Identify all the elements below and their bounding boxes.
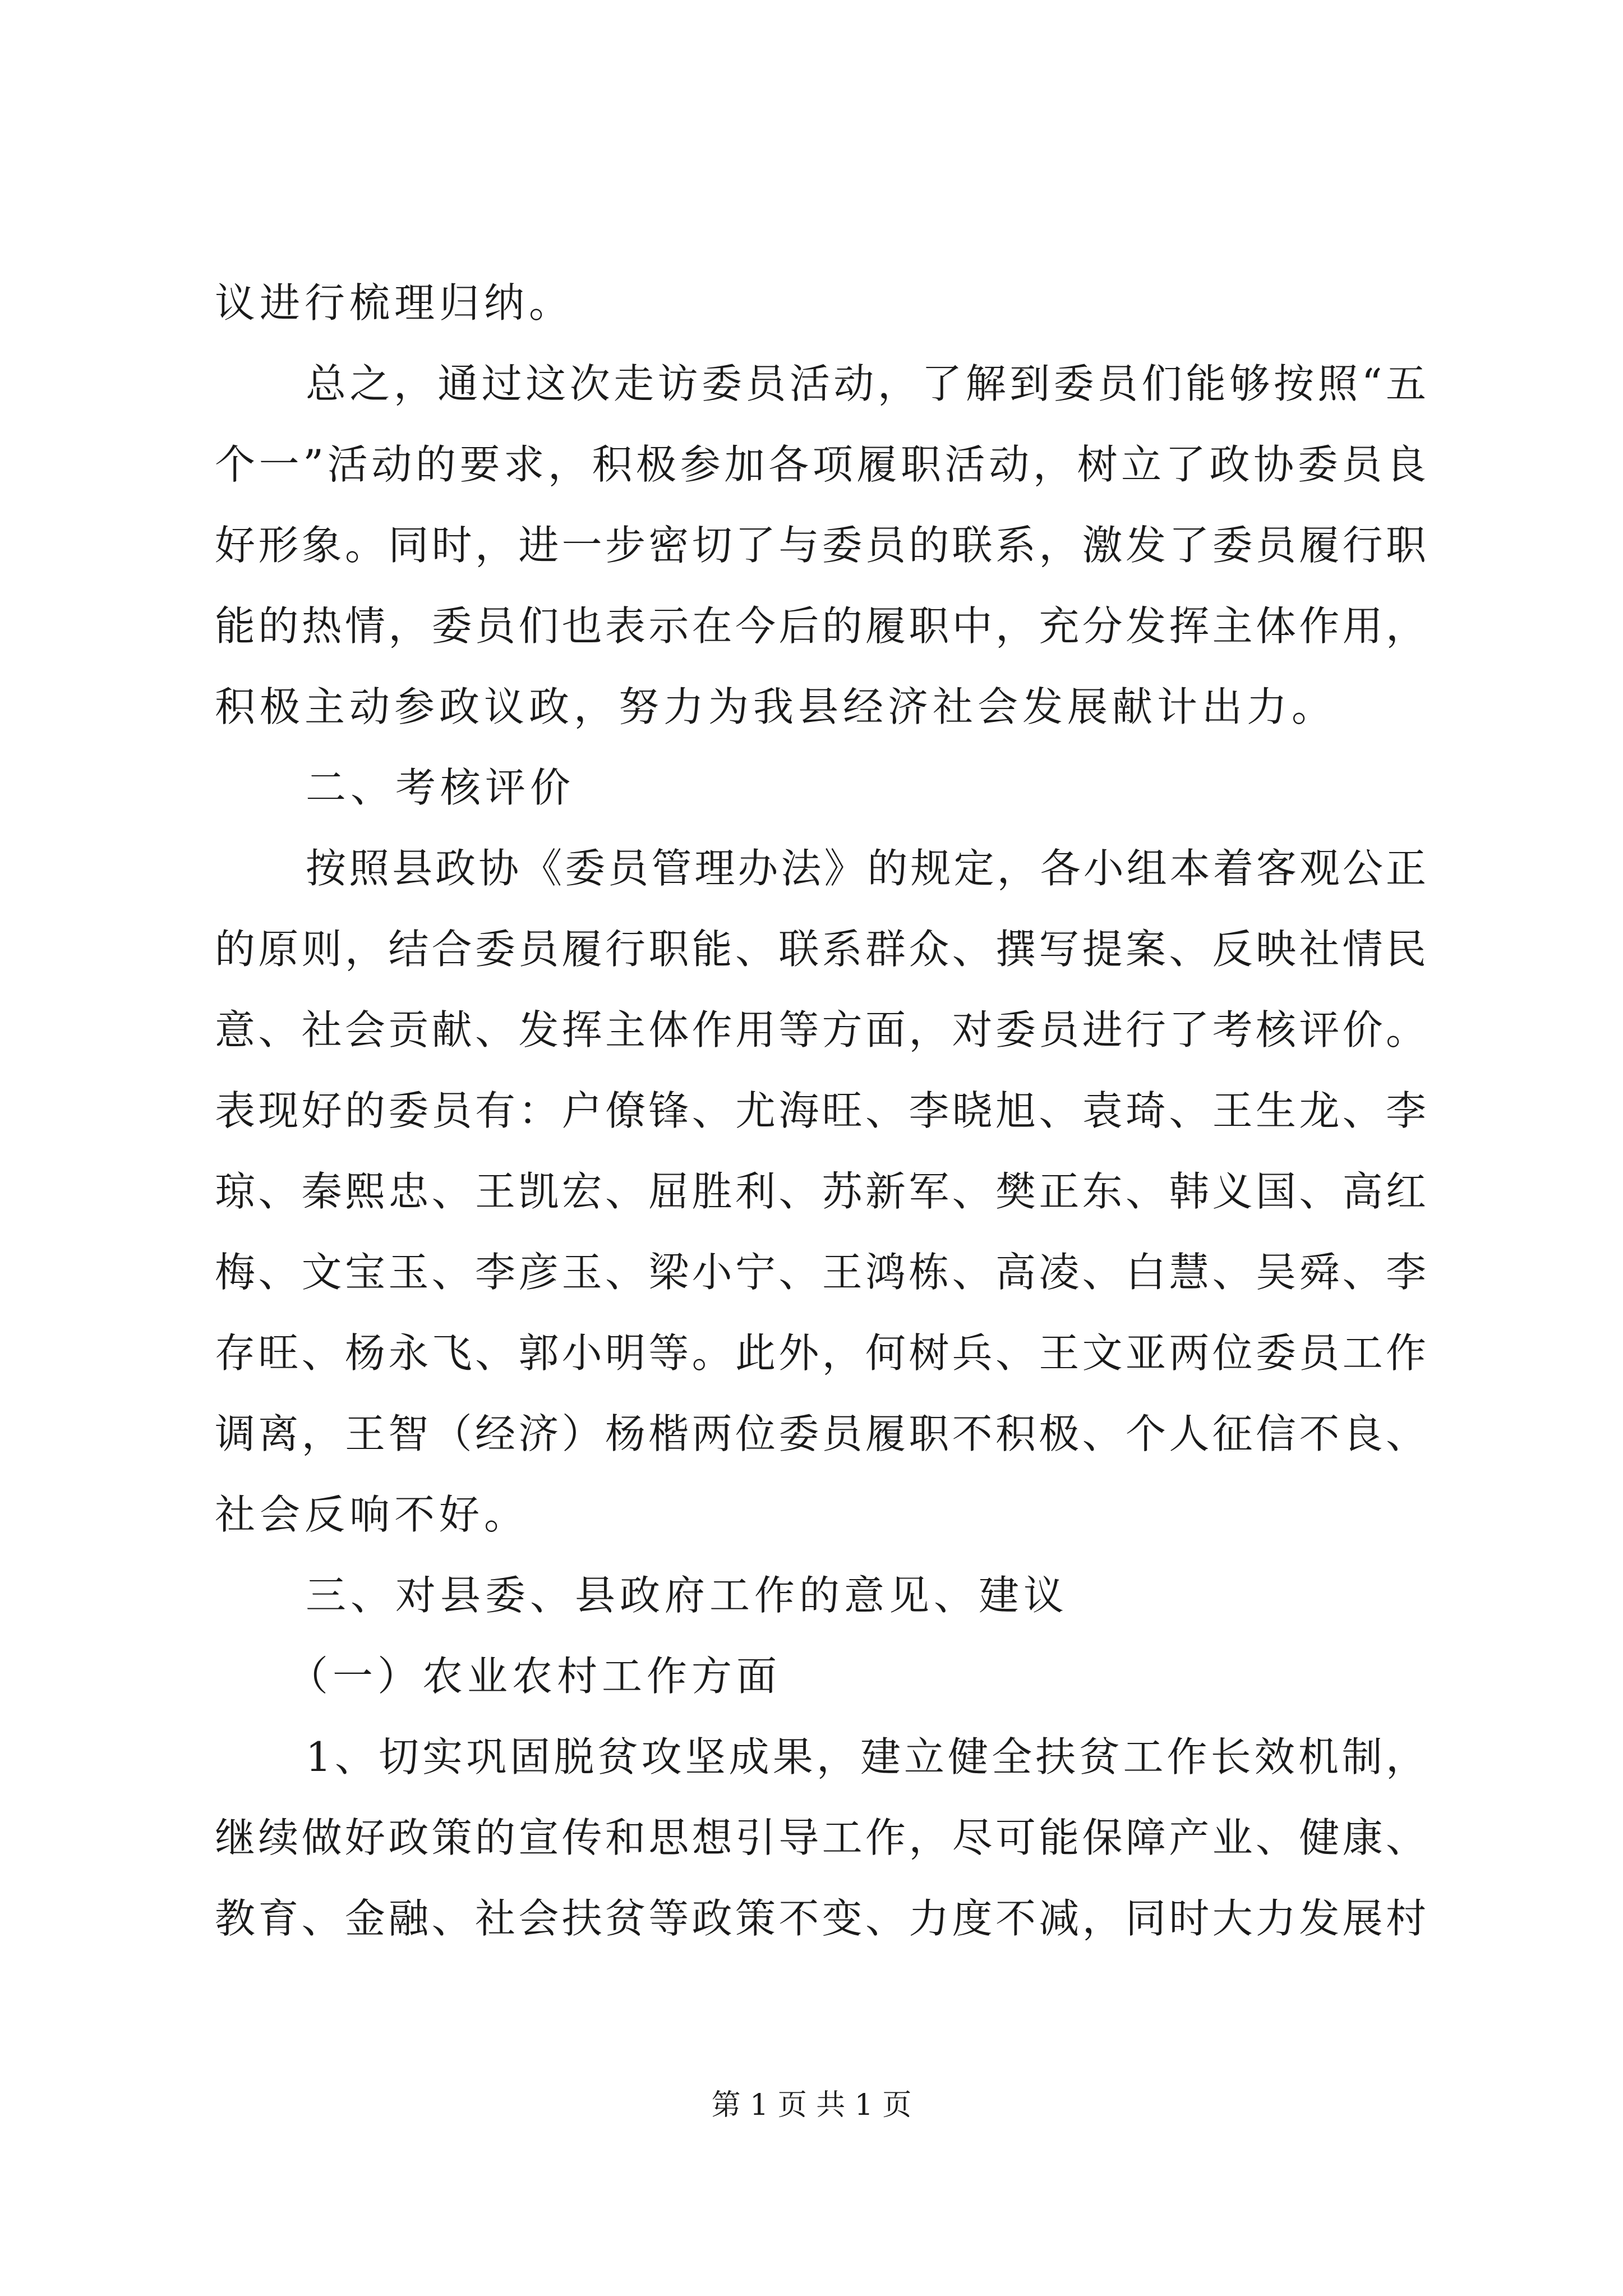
text-line: 议进行梳理归纳。	[215, 279, 574, 326]
section-heading-suggestions: 三、对县委、县政府工作的意见、建议	[306, 1572, 1069, 1619]
text-line: 好形象。同时，进一步密切了与委员的联系，激发了委员履行职	[215, 522, 1426, 569]
text-line: 梅、文宝玉、李彦玉、梁小宁、王鸿栋、高凌、白慧、吴舜、李	[215, 1249, 1426, 1296]
section-heading-assessment: 二、考核评价	[306, 764, 575, 811]
text-line: 意、社会贡献、发挥主体作用等方面，对委员进行了考核评价。	[215, 1006, 1426, 1053]
text-line: 教育、金融、社会扶贫等政策不变、力度不减，同时大力发展村	[215, 1895, 1426, 1942]
subsection-heading-agriculture: （一）农业农村工作方面	[288, 1653, 782, 1700]
document-body	[215, 263, 1426, 1959]
text-line: 能的热情，委员们也表示在今后的履职中，充分发挥主体作用，	[215, 602, 1426, 650]
text-line: 的原则，结合委员履行职能、联系群众、撰写提案、反映社情民	[215, 926, 1426, 973]
text-line: 琼、秦熙忠、王凯宏、屈胜利、苏新军、樊正东、韩义国、高红	[215, 1168, 1426, 1215]
text-line: 表现好的委员有：户僚锋、尤海旺、李晓旭、袁琦、王生龙、李	[215, 1087, 1426, 1134]
page-footer: 第 1 页 共 1 页	[711, 2088, 912, 2122]
text-line: 继续做好政策的宣传和思想引导工作，尽可能保障产业、健康、	[215, 1814, 1426, 1861]
text-line: 存旺、杨永飞、郭小明等。此外，何树兵、王文亚两位委员工作	[215, 1329, 1426, 1377]
paragraph-summary-start: 总之，通过这次走访委员活动，了解到委员们能够按照“五	[306, 360, 1426, 407]
text-line: 积极主动参政议政，努力为我县经济社会发展献计出力。	[215, 683, 1337, 730]
paragraph-assessment-start: 按照县政协《委员管理办法》的规定，各小组本着客观公正	[306, 845, 1426, 892]
text-line: 个一”活动的要求，积极参加各项履职活动，树立了政协委员良	[215, 441, 1426, 488]
text-line: 社会反响不好。	[215, 1491, 529, 1538]
text-line: 调离，王智（经济）杨楷两位委员履职不积极、个人征信不良、	[215, 1410, 1426, 1457]
paragraph-item-1-start: 1、切实巩固脱贫攻坚成果，建立健全扶贫工作长效机制，	[306, 1733, 1426, 1780]
